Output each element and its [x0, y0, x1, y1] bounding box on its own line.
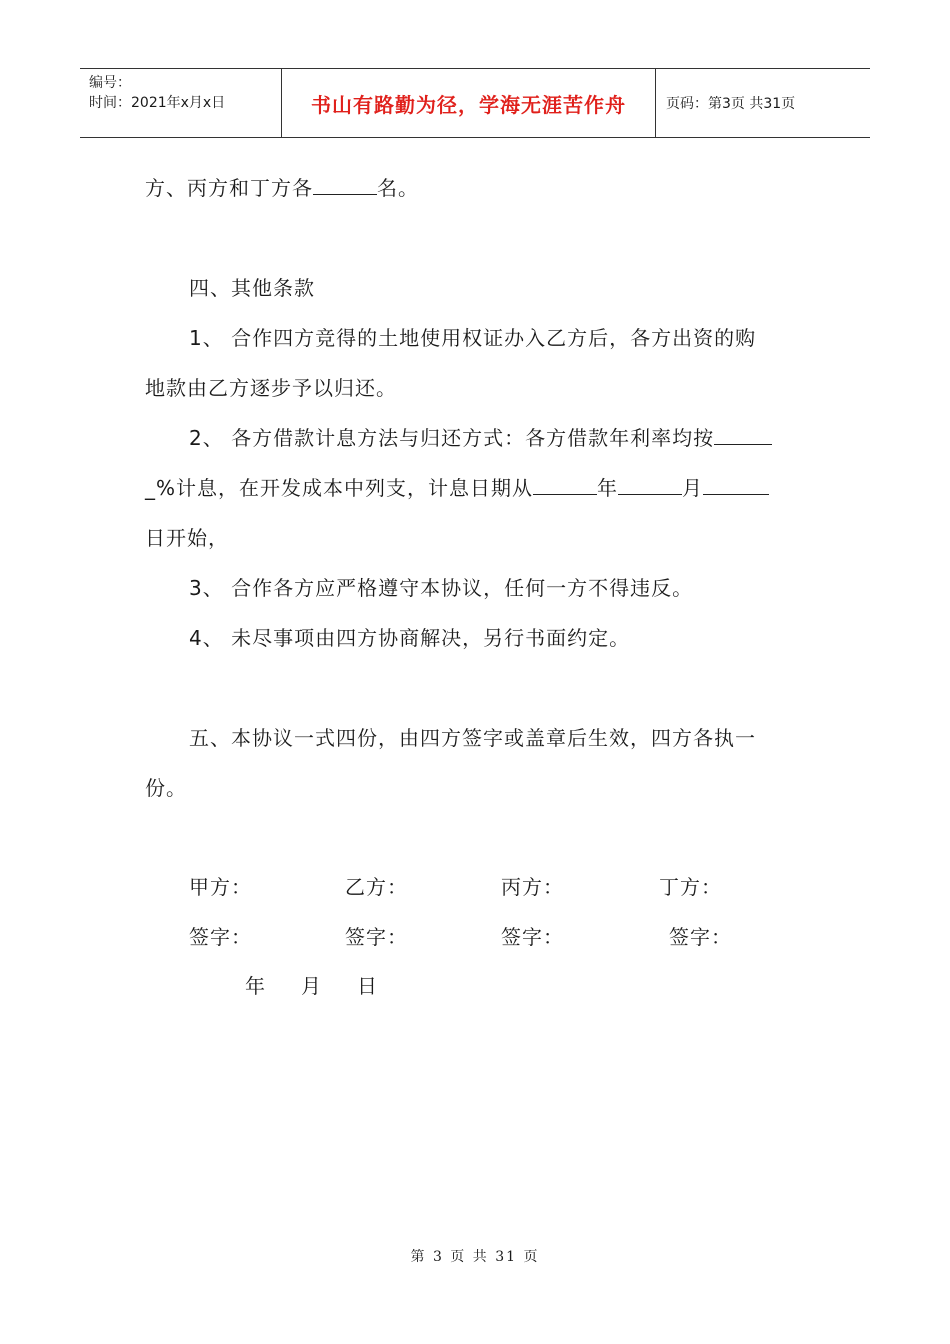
line1-text-b: 名。	[377, 176, 419, 200]
header-motto-cell	[282, 69, 656, 137]
blank-count	[313, 174, 377, 195]
header-meta	[80, 69, 282, 137]
date-year-label: 年	[245, 974, 266, 998]
item2-line2	[145, 472, 769, 501]
header-page-label: 页码：第3页 共31页	[666, 96, 796, 112]
number-label: 编号：	[89, 75, 131, 91]
sign-a-label: 签字：	[189, 925, 252, 949]
time-label: 时间：2021年x月x日	[89, 95, 226, 111]
blank-year	[533, 474, 597, 495]
item2-line1-text: 2、 各方借款计息方法与归还方式：各方借款年利率均按	[189, 426, 715, 450]
date-day-label: 日	[357, 974, 378, 998]
item2-line2-text-a: _%计息，在开发成本中列支，计息日期从	[145, 476, 534, 500]
paragraph-line1	[145, 172, 419, 201]
page-header	[80, 68, 870, 138]
section5-line2: 份。	[145, 776, 187, 800]
item2-line1	[189, 422, 772, 451]
item1-line1: 1、 合作四方竞得的土地使用权证办入乙方后，各方出资的购	[189, 326, 757, 350]
sign-c-label: 签字：	[501, 925, 564, 949]
item1-line2: 地款由乙方逐步予以归还。	[145, 376, 397, 400]
item3: 3、 合作各方应严格遵守本协议，任何一方不得违反。	[189, 576, 694, 600]
item2-line3: 日开始，	[145, 526, 229, 550]
blank-month	[618, 474, 682, 495]
item2-year-label: 年	[597, 476, 619, 500]
page-footer: 第 3 页 共 31 页	[410, 1249, 540, 1265]
blank-day	[703, 474, 769, 495]
sign-d-label: 签字：	[669, 925, 732, 949]
line1-text-a: 方、丙方和丁方各	[145, 176, 313, 200]
party-a-label: 甲方：	[189, 875, 252, 899]
item4: 4、 未尽事项由四方协商解决，另行书面约定。	[189, 626, 631, 650]
party-c-label: 丙方：	[501, 875, 564, 899]
header-motto: 书山有路勤为径，学海无涯苦作舟	[311, 92, 626, 117]
header-page-cell	[656, 69, 870, 137]
section5-line1: 五、本协议一式四份，由四方签字或盖章后生效，四方各执一	[189, 726, 756, 750]
section4-title: 四、其他条款	[189, 276, 315, 300]
item2-month-label: 月	[682, 476, 704, 500]
blank-rate	[714, 424, 772, 445]
party-b-label: 乙方：	[345, 875, 408, 899]
party-d-label: 丁方：	[659, 875, 722, 899]
date-month-label: 月	[301, 974, 322, 998]
sign-b-label: 签字：	[345, 925, 408, 949]
